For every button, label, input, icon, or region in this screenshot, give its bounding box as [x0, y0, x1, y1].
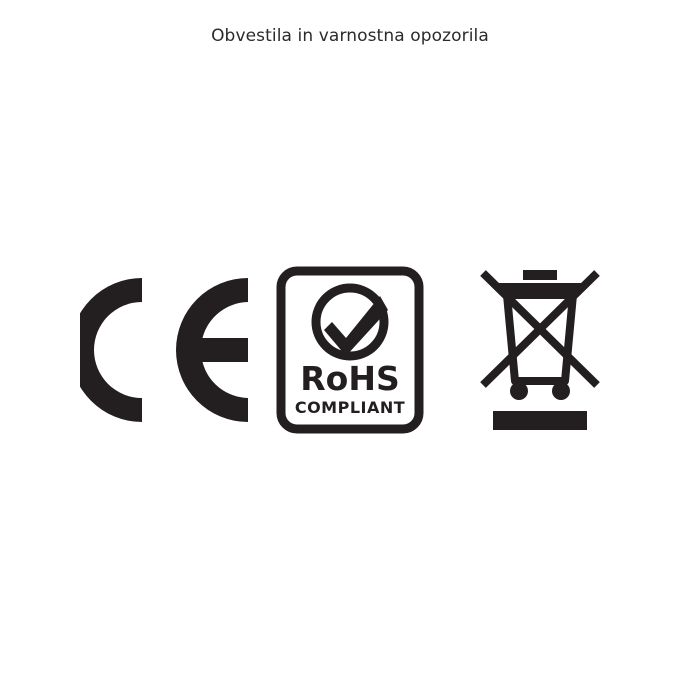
ce-conformity-icon: [80, 270, 270, 430]
rohs-compliant-icon: [276, 266, 424, 434]
ce-mark: [80, 255, 270, 445]
weee-mark: [460, 255, 620, 445]
rohs-mark: [270, 255, 430, 445]
page-title: Obvestila in varnostna opozorila: [211, 26, 489, 46]
crossed-out-wheeled-bin-icon: [475, 263, 605, 438]
compliance-marks-row: [0, 255, 700, 445]
rohs-text-line1: RoHS: [300, 359, 400, 398]
rohs-text-line2: COMPLIANT: [294, 398, 406, 417]
